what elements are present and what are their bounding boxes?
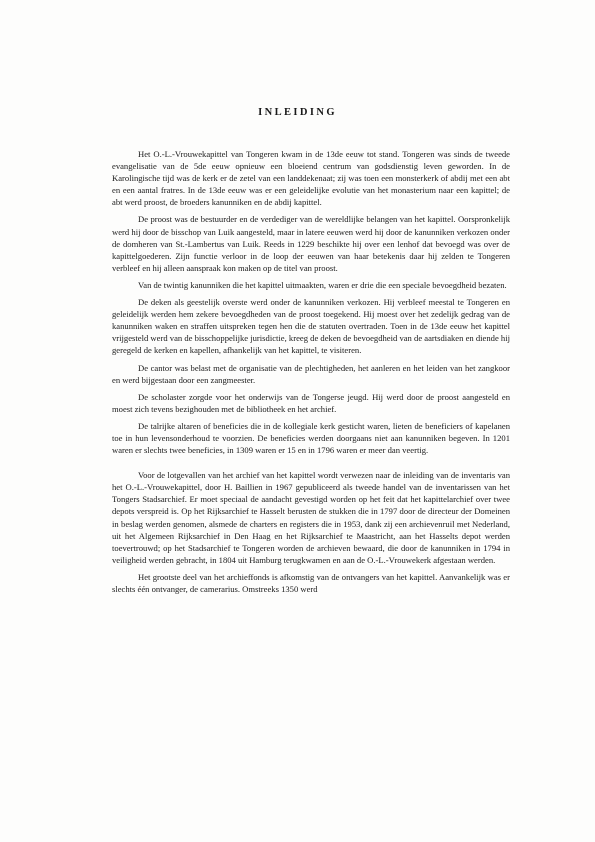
paragraph: Het grootste deel van het archieffonds is afkomstig van de ontvangers van het kapittel. Aanvankelijk was er slechts één ontvanger, de camerarius. Omstreeks 1350 werd — [112, 571, 510, 594]
paragraph: De scholaster zorgde voor het onderwijs van de Tongerse jeugd. Hij werd door de proost aangesteld en moest zich tevens bezighouden met de bibliotheek en het archief. — [112, 391, 510, 414]
paragraph: De cantor was belast met de organisatie van de plechtigheden, het aanleren en het leiden van het zangkoor en werd bijgestaan door een zangmeester. — [112, 362, 510, 385]
paragraph: Voor de lotgevallen van het archief van het kapittel wordt verwezen naar de inleiding van de inventaris van het O.-L.-Vrouwekapittel, door H. Baillien in 1967 gepubliceerd als tweede handel van de inventarissen van het Tongers Stadsarchief. Er moet speciaal de aandacht gevestigd worden op het feit dat het kapittelarchief over twee depots verspreid is. Op het Rijksarchief te Hasselt berusten de stukken die in 1797 door de directeur der Domeinen in beslag werden genomen, alsmede de charters en registers die in 1953, dank zij een archievenruil met Nederland, uit het Algemeen Rijksarchief in Den Haag en het Rijksarchief te Maastricht, aan het Hasselts depot werden toevertrouwd; op het Stadsarchief te Tongeren worden de archieven bewaard, die door de kanunniken in 1794 in veiligheid werden gebracht, in 1804 uit Hamburg terugkwamen en aan de O.-L.-Vrouwekerk afgestaan werden. — [112, 470, 510, 565]
paragraph: Van de twintig kanunniken die het kapittel uitmaakten, waren er drie die een speciale bevoegdheid bezaten. — [138, 279, 507, 290]
paragraph: Het O.-L.-Vrouwekapittel van Tongeren kwam in de 13de eeuw tot stand. Tongeren was sinds de tweede evangelisatie van de 5de eeuw opnieuw een bloeiend centrum van godsdienstig leven geworden. In de Karolingische tijd was de kerk er de zetel van een landdekenaat; zij was toen een monsterkerk of abdij met een abt en een aantal fratres. In de 13de eeuw was er een geleidelijke evolutie van het monasterium naar een kapittel; de abt werd proost, de broeders kanunniken en de abdij kapittel. — [112, 149, 510, 208]
paragraph: De deken als geestelijk overste werd onder de kanunniken verkozen. Hij verbleef meestal te Tongeren en geleidelijk werden hem zekere bevoegdheden van de proost toegekend. Hij moest over het zedelijk gedrag van de kanunniken waken en straffen uitspreken tegen hen die de statuten overtraden. Toen in de 13de eeuw het kapittel vrijgesteld werd van de bisschoppelijke jurisdictie, kreeg de deken de bevoegdheid van de aartsdiaken en diende hij geregeld de kerken en kapellen, afhankelijk van het kapittel, te visiteren. — [112, 297, 510, 356]
paragraph: De proost was de bestuurder en de verdediger van de wereldlijke belangen van het kapittel. Oorspronkelijk werd hij door de bisschop van Luik aangesteld, maar in latere eeuwen werd hij door de kanunniken verkozen onder de domheren van St.-Lambertus van Luik. Reeds in 1229 beschikte hij over een lenhof dat bevoegd was over de kapittelgoederen. Zijn functie verloor in de loop der eeuwen van haar betekenis daar hij zelden te Tongeren verbleef en hij alleen aanspraak kon maken op de titel van proost. — [112, 214, 510, 273]
paragraph: De talrijke altaren of beneficies die in de kollegiale kerk gesticht waren, lieten de beneficiers of kapelanen toe in hun levensonderhoud te voorzien. De beneficies werden doorgaans niet aan kanunniken begeven. In 1201 waren er slechts twee beneficies, in 1309 waren er 15 en in 1796 waren er meer dan veertig. — [112, 420, 510, 456]
body-text — [112, 148, 510, 600]
page-title: INLEIDING — [258, 107, 337, 118]
